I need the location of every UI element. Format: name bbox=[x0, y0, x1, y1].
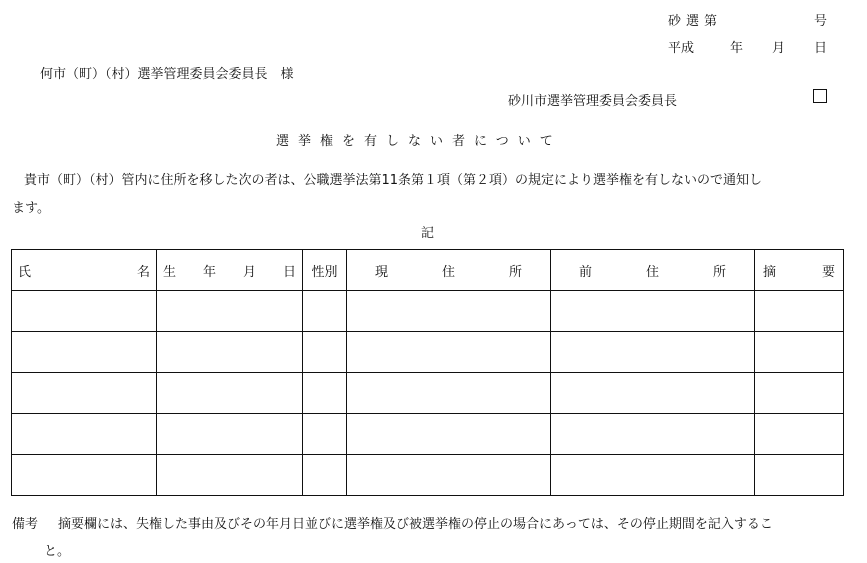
header-char: 生 bbox=[163, 264, 177, 280]
header-char: 現 bbox=[375, 264, 389, 280]
header-char: 住 bbox=[645, 264, 659, 280]
cell-birthdate[interactable] bbox=[157, 373, 303, 414]
seal-stamp bbox=[813, 89, 827, 103]
header-char: 要 bbox=[821, 264, 835, 280]
table-row bbox=[12, 455, 844, 496]
cell-gender[interactable] bbox=[303, 373, 347, 414]
header-char: 日 bbox=[282, 264, 296, 280]
document-number-label: 砂選第 bbox=[668, 14, 723, 29]
cell-previous-address[interactable] bbox=[551, 455, 755, 496]
cell-remarks[interactable] bbox=[755, 373, 844, 414]
cell-name[interactable] bbox=[12, 455, 157, 496]
remarks-text-line-2: と。 bbox=[44, 544, 71, 559]
cell-name[interactable] bbox=[12, 332, 157, 373]
date-month-label: 月 bbox=[772, 41, 786, 56]
sender: 砂川市選挙管理委員会委員長 bbox=[508, 94, 678, 109]
document-title: 選挙権を有しない者について bbox=[276, 134, 562, 149]
cell-current-address[interactable] bbox=[347, 373, 551, 414]
body-text-line-1: 貴市（町）（村）管内に住所を移した次の者は、公職選挙法第11条第１項（第２項）の規定により選挙権を有しないので通知し bbox=[24, 173, 763, 188]
header-char: 所 bbox=[508, 264, 522, 280]
document-number-suffix: 号 bbox=[814, 14, 828, 29]
cell-name[interactable] bbox=[12, 373, 157, 414]
header-name bbox=[12, 250, 157, 291]
header-char: 摘 bbox=[763, 264, 777, 280]
cell-current-address[interactable] bbox=[347, 414, 551, 455]
header-gender bbox=[303, 250, 347, 291]
table-row bbox=[12, 414, 844, 455]
remarks-text-line-1: 摘要欄には、失権した事由及びその年月日並びに選挙権及び被選挙権の停止の場合にあっては、その停止期間を記入するこ bbox=[58, 517, 773, 532]
header-char: 月 bbox=[242, 264, 256, 280]
cell-gender[interactable] bbox=[303, 414, 347, 455]
cell-gender[interactable] bbox=[303, 455, 347, 496]
cell-birthdate[interactable] bbox=[157, 332, 303, 373]
date-year-label: 年 bbox=[730, 41, 744, 56]
cell-remarks[interactable] bbox=[755, 455, 844, 496]
body-text-line-2: ます。 bbox=[12, 201, 50, 216]
header-current-address bbox=[347, 250, 551, 291]
cell-birthdate[interactable] bbox=[157, 455, 303, 496]
header-char: 名 bbox=[136, 264, 150, 280]
cell-remarks[interactable] bbox=[755, 414, 844, 455]
notification-table bbox=[11, 249, 844, 496]
cell-remarks[interactable] bbox=[755, 291, 844, 332]
cell-previous-address[interactable] bbox=[551, 373, 755, 414]
cell-current-address[interactable] bbox=[347, 455, 551, 496]
table-row bbox=[12, 291, 844, 332]
header-remarks bbox=[755, 250, 844, 291]
cell-current-address[interactable] bbox=[347, 291, 551, 332]
header-char: 住 bbox=[441, 264, 455, 280]
cell-remarks[interactable] bbox=[755, 332, 844, 373]
header-char: 氏 bbox=[18, 264, 32, 280]
cell-birthdate[interactable] bbox=[157, 291, 303, 332]
cell-previous-address[interactable] bbox=[551, 291, 755, 332]
cell-previous-address[interactable] bbox=[551, 414, 755, 455]
table-row bbox=[12, 332, 844, 373]
ki-heading: 記 bbox=[421, 226, 435, 241]
header-birthdate bbox=[157, 250, 303, 291]
cell-birthdate[interactable] bbox=[157, 414, 303, 455]
cell-name[interactable] bbox=[12, 291, 157, 332]
header-char: 性別 bbox=[311, 264, 338, 280]
header-previous-address bbox=[551, 250, 755, 291]
date-era: 平成 bbox=[668, 41, 695, 56]
cell-previous-address[interactable] bbox=[551, 332, 755, 373]
table-row bbox=[12, 373, 844, 414]
header-char: 前 bbox=[579, 264, 593, 280]
remarks-heading: 備考 bbox=[12, 517, 39, 532]
cell-name[interactable] bbox=[12, 414, 157, 455]
table-header-row bbox=[12, 250, 844, 291]
cell-gender[interactable] bbox=[303, 332, 347, 373]
cell-current-address[interactable] bbox=[347, 332, 551, 373]
header-char: 年 bbox=[202, 264, 216, 280]
addressee: 何市（町）（村）選挙管理委員会委員長 様 bbox=[40, 67, 294, 82]
date-day-label: 日 bbox=[814, 41, 828, 56]
cell-gender[interactable] bbox=[303, 291, 347, 332]
header-char: 所 bbox=[712, 264, 726, 280]
